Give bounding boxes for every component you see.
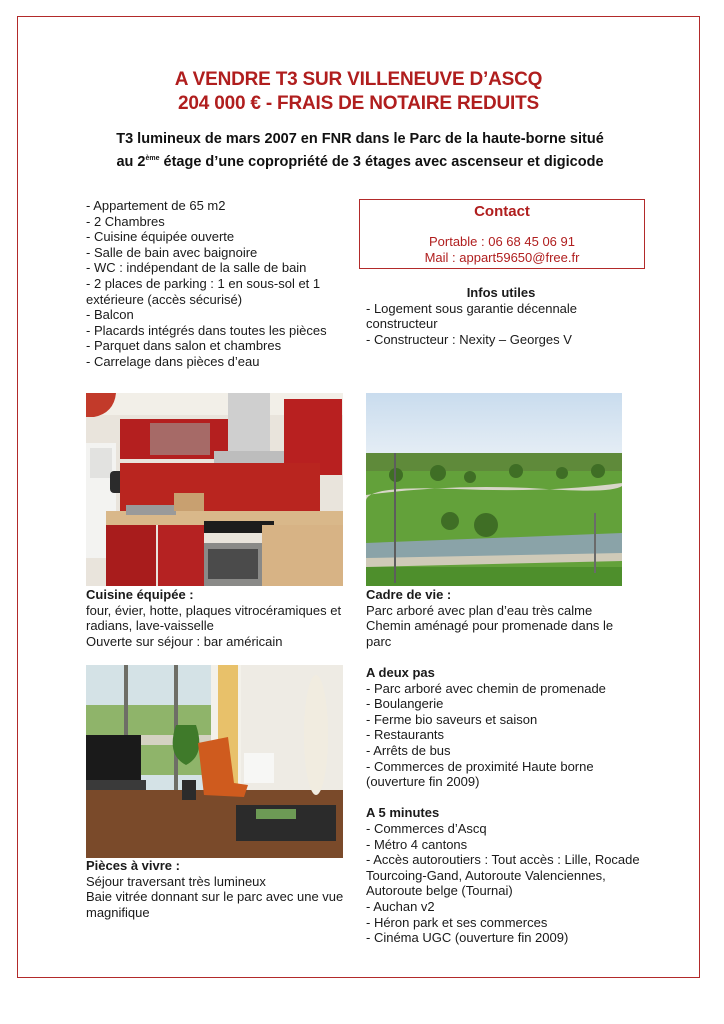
park-line: Parc arboré avec plan d’eau très calme bbox=[366, 602, 593, 618]
five-min-item: - Auchan v2 bbox=[366, 898, 435, 914]
feature-item: - Balcon bbox=[86, 307, 134, 323]
infos-utiles bbox=[366, 285, 636, 347]
five-min-item: - Accès autoroutiers : Tout accès : Lille, Rocade Tourcoing-Gand, Autoroute Valenciennes, Autoroute belge (Tournai) bbox=[366, 852, 640, 899]
contact-heading: Contact bbox=[474, 203, 530, 220]
living-room-photo bbox=[86, 665, 343, 858]
nearby-item: - Commerces de proximité Haute borne (ouverture fin 2009) bbox=[366, 758, 594, 790]
contact-mail[interactable]: Mail : appart59650@free.fr bbox=[424, 249, 580, 265]
nearby-item: - Ferme bio saveurs et saison bbox=[366, 711, 538, 727]
feature-item: - Parquet dans salon et chambres bbox=[86, 338, 282, 354]
five-min-item: - Métro 4 cantons bbox=[366, 836, 468, 852]
park-photo bbox=[366, 393, 622, 586]
features-list bbox=[86, 198, 348, 370]
five-min-item: - Cinéma UGC (ouverture fin 2009) bbox=[366, 930, 569, 946]
park-illustration bbox=[366, 393, 622, 586]
subtitle bbox=[60, 130, 660, 172]
infos-item: - Constructeur : Nexity – Georges V bbox=[366, 331, 572, 347]
infos-heading: Infos utiles bbox=[466, 285, 536, 300]
kitchen-line: four, évier, hotte, plaques vitrocéramiques et radians, lave-vaisselle bbox=[86, 602, 342, 634]
feature-item: - 2 Chambres bbox=[86, 213, 165, 229]
page-title bbox=[17, 68, 700, 116]
feature-item: - Carrelage dans pièces d’eau bbox=[86, 353, 260, 369]
feature-item: - Appartement de 65 m2 bbox=[86, 198, 226, 213]
title-line-1: A VENDRE T3 SUR VILLENEUVE D’ASCQ bbox=[174, 69, 543, 90]
living-room-illustration bbox=[86, 665, 343, 858]
nearby-item: - Restaurants bbox=[366, 727, 445, 743]
kitchen-caption bbox=[86, 587, 361, 649]
subtitle-line-2-prefix: au 2 bbox=[116, 154, 146, 170]
five-min-heading: A 5 minutes bbox=[366, 805, 440, 821]
living-caption bbox=[86, 858, 361, 920]
subtitle-line-1: T3 lumineux de mars 2007 en FNR dans le Parc de la haute-borne situé bbox=[116, 131, 604, 147]
feature-item: - 2 places de parking : 1 en sous-sol et 1 extérieure (accès sécurisé) bbox=[86, 275, 321, 307]
subtitle-line-2-suffix: étage d’une copropriété de 3 étages avec ascenseur et digicode bbox=[159, 154, 604, 170]
contact-box bbox=[359, 199, 645, 269]
kitchen-photo bbox=[86, 393, 343, 586]
kitchen-illustration bbox=[86, 393, 343, 586]
nearby-section bbox=[366, 665, 646, 946]
infos-item: - Logement sous garantie décennale constructeur bbox=[366, 300, 578, 332]
five-min-item: - Commerces d’Ascq bbox=[366, 820, 487, 836]
park-caption bbox=[366, 587, 636, 649]
subtitle-superscript: ème bbox=[145, 155, 160, 162]
kitchen-line: Ouverte sur séjour : bar américain bbox=[86, 633, 283, 649]
nearby-item: - Boulangerie bbox=[366, 696, 444, 712]
feature-item: - Cuisine équipée ouverte bbox=[86, 229, 235, 245]
kitchen-heading: Cuisine équipée : bbox=[86, 587, 194, 602]
park-heading: Cadre de vie : bbox=[366, 587, 452, 602]
nearby-item: - Arrêts de bus bbox=[366, 742, 451, 758]
feature-item: - Placards intégrés dans toutes les pièces bbox=[86, 322, 327, 338]
feature-item: - WC : indépendant de la salle de bain bbox=[86, 260, 307, 276]
contact-phone[interactable]: Portable : 06 68 45 06 91 bbox=[428, 234, 575, 249]
living-line: Baie vitrée donnant sur le parc avec une vue magnifique bbox=[86, 889, 344, 920]
living-heading: Pièces à vivre : bbox=[86, 858, 180, 873]
subtitle-line-2 bbox=[60, 149, 660, 172]
living-line: Séjour traversant très lumineux bbox=[86, 873, 266, 889]
five-min-item: - Héron park et ses commerces bbox=[366, 914, 548, 930]
nearby-item: - Parc arboré avec chemin de promenade bbox=[366, 680, 606, 696]
title-line-2: 204 000 € - FRAIS DE NOTAIRE REDUITS bbox=[178, 93, 539, 114]
park-line: Chemin aménagé pour promenade dans le parc bbox=[366, 618, 614, 649]
feature-item: - Salle de bain avec baignoire bbox=[86, 244, 258, 260]
nearby-heading: A deux pas bbox=[366, 665, 435, 680]
